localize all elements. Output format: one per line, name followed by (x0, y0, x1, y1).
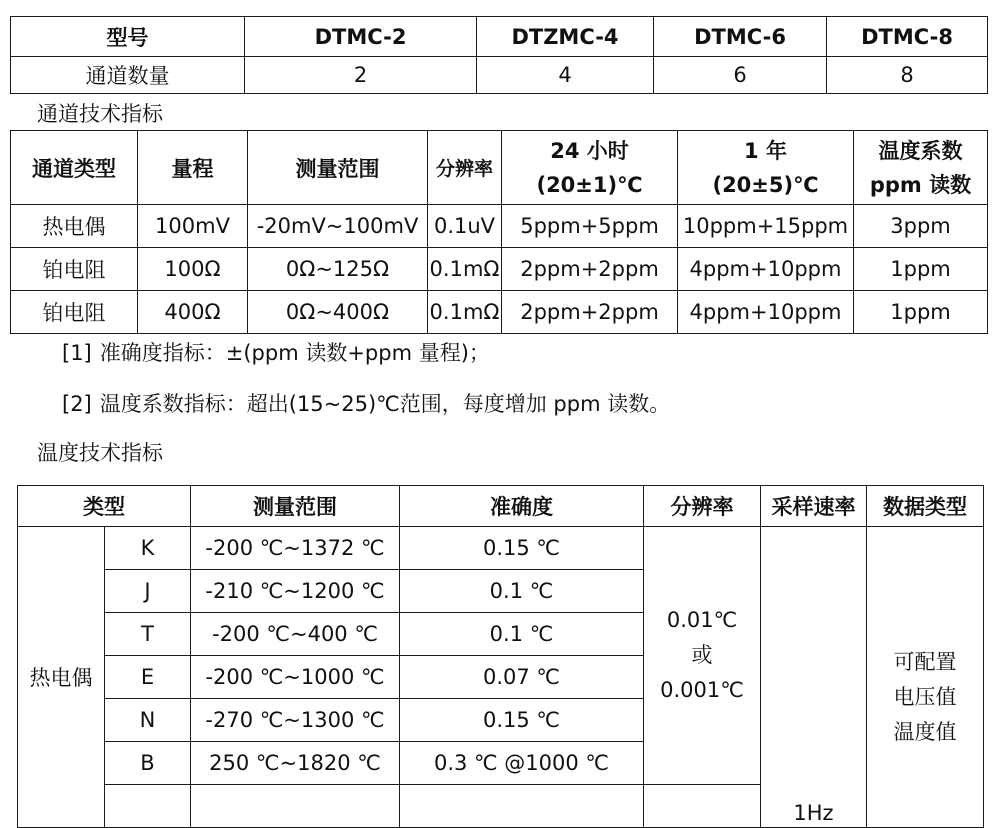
cell-code: K (105, 527, 191, 570)
header-measure-range: 测量范围 (191, 486, 400, 527)
cell-1y: 4ppm+10ppm (678, 248, 854, 291)
cell-type: 热电偶 (11, 205, 138, 248)
cell-code-empty (105, 785, 191, 828)
table-row (11, 291, 988, 334)
cell-sample-rate: 1Hz (761, 527, 867, 828)
model-label: 型号 (11, 17, 245, 57)
header-temp-coef-line2: ppm 读数 (869, 172, 972, 197)
note-number: [1] (62, 341, 92, 365)
header-sample-rate: 采样速率 (761, 486, 867, 527)
model-name: DTMC-8 (827, 17, 988, 57)
channel-count: 8 (827, 57, 988, 94)
cell-24h: 2ppm+2ppm (502, 248, 678, 291)
note-text: 准确度指标：±(ppm 读数+ppm 量程)； (99, 341, 490, 365)
resolution-line: 0.001℃ (660, 678, 744, 702)
cell-resolution (644, 527, 761, 785)
cell-range: -270 ℃~1300 ℃ (191, 699, 400, 742)
table-row (18, 527, 984, 570)
cell-range: -200 ℃~1000 ℃ (191, 656, 400, 699)
cell-accuracy: 0.1 ℃ (400, 570, 644, 613)
data-type-line: 温度值 (893, 720, 957, 744)
channel-count: 6 (654, 57, 827, 94)
cell-res: 0.1mΩ (428, 291, 502, 334)
header-1y-line1: 1 年 (744, 138, 787, 163)
cell-code: T (105, 613, 191, 656)
cell-accuracy: 0.07 ℃ (400, 656, 644, 699)
cell-measure: -20mV~100mV (248, 205, 428, 248)
header-resolution: 分辨率 (428, 131, 502, 205)
cell-code: B (105, 742, 191, 785)
cell-code: E (105, 656, 191, 699)
temp-spec-table (17, 485, 984, 828)
model-name: DTMC-2 (245, 17, 477, 57)
header-24h (502, 131, 678, 205)
cell-data-type (867, 527, 984, 828)
cell-range: 100Ω (138, 248, 248, 291)
cell-tc: 1ppm (854, 291, 988, 334)
cell-tc: 3ppm (854, 205, 988, 248)
cell-range: 100mV (138, 205, 248, 248)
header-24h-line1: 24 小时 (550, 138, 629, 163)
cell-range: -200 ℃~400 ℃ (191, 613, 400, 656)
note-temp-coef (62, 390, 670, 418)
header-resolution: 分辨率 (644, 486, 761, 527)
group-thermocouple: 热电偶 (18, 527, 105, 828)
cell-24h: 5ppm+5ppm (502, 205, 678, 248)
resolution-line: 0.01℃ (666, 608, 738, 632)
cell-tc: 1ppm (854, 248, 988, 291)
cell-24h: 2ppm+2ppm (502, 291, 678, 334)
note-number: [2] (62, 392, 92, 416)
header-accuracy: 准确度 (400, 486, 644, 527)
channel-spec-table (10, 130, 988, 334)
cell-accuracy-empty (400, 785, 644, 828)
cell-res: 0.1mΩ (428, 248, 502, 291)
cell-range: 400Ω (138, 291, 248, 334)
note-text: 温度系数指标：超出(15~25)℃范围，每度增加 ppm 读数。 (99, 392, 671, 416)
data-type-line: 可配置 (893, 650, 957, 674)
cell-code: N (105, 699, 191, 742)
model-table (10, 16, 988, 94)
header-measure-range: 测量范围 (248, 131, 428, 205)
table-row (11, 248, 988, 291)
cell-type: 铂电阻 (11, 248, 138, 291)
cell-accuracy: 0.1 ℃ (400, 613, 644, 656)
header-channel-type: 通道类型 (11, 131, 138, 205)
header-range: 量程 (138, 131, 248, 205)
cell-measure: 0Ω~125Ω (248, 248, 428, 291)
header-temp-coef (854, 131, 988, 205)
cell-resolution-empty (644, 785, 761, 828)
header-type: 类型 (18, 486, 191, 527)
section-title-channel: 通道技术指标 (37, 102, 163, 126)
header-1y (678, 131, 854, 205)
section-title-temp: 温度技术指标 (37, 441, 163, 465)
header-data-type: 数据类型 (867, 486, 984, 527)
note-accuracy (62, 339, 490, 367)
data-type-line: 电压值 (893, 685, 957, 709)
cell-range-empty (191, 785, 400, 828)
cell-range: 250 ℃~1820 ℃ (191, 742, 400, 785)
cell-1y: 10ppm+15ppm (678, 205, 854, 248)
header-temp-coef-line1: 温度系数 (878, 138, 963, 163)
table-row (11, 205, 988, 248)
cell-res: 0.1uV (428, 205, 502, 248)
cell-type: 铂电阻 (11, 291, 138, 334)
model-name: DTMC-6 (654, 17, 827, 57)
channel-count-label: 通道数量 (11, 57, 245, 94)
model-name: DTZMC-4 (477, 17, 654, 57)
cell-range: -210 ℃~1200 ℃ (191, 570, 400, 613)
header-1y-line2: (20±5)℃ (712, 172, 819, 197)
cell-accuracy: 0.15 ℃ (400, 527, 644, 570)
cell-accuracy: 0.3 ℃ @1000 ℃ (400, 742, 644, 785)
cell-code: J (105, 570, 191, 613)
cell-accuracy: 0.15 ℃ (400, 699, 644, 742)
channel-count: 2 (245, 57, 477, 94)
header-24h-line2: (20±1)℃ (536, 172, 643, 197)
cell-range: -200 ℃~1372 ℃ (191, 527, 400, 570)
cell-1y: 4ppm+10ppm (678, 291, 854, 334)
channel-count: 4 (477, 57, 654, 94)
resolution-line: 或 (691, 643, 713, 667)
cell-measure: 0Ω~400Ω (248, 291, 428, 334)
